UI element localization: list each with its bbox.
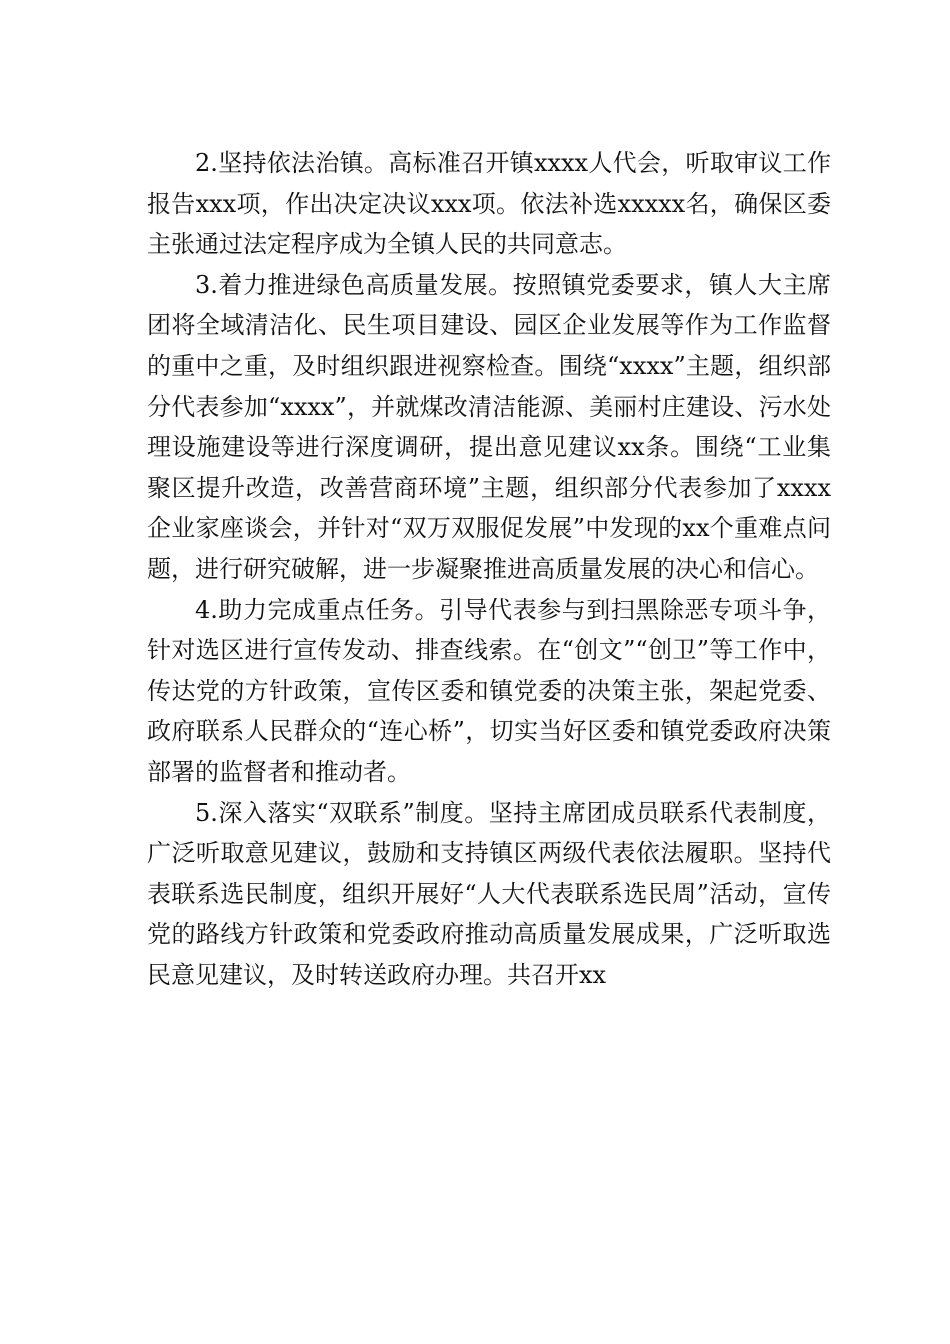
paragraph-2-rule-by-law: 2.坚持依法治镇。高标准召开镇xxxx人代会，听取审议工作报告xxx项，作出决定决议xxx项。依法补选xxxxx名，确保区委主张通过法定程序成为全镇人民的共同意志。 bbox=[147, 149, 831, 259]
document-body bbox=[147, 143, 831, 995]
paragraph-3-green-development: 3.着力推进绿色高质量发展。按照镇党委要求，镇人大主席团将全域清洁化、民生项目建设、园区企业发展等作为工作监督的重中之重，及时组织跟进视察检查。围绕“xxxx”主题，组织部分代表参加“xxxx”，并就煤改清洁能源、美丽村庄建设、污水处理设施建设等进行深度调研，提出意见建议xx条。围绕“工业集聚区提升改造，改善营商环境”主题，组织部分代表参加了xxxx企业家座谈会，并针对“双万双服促发展”中发现的xx个重难点问题，进行研究破解，进一步凝聚推进高质量发展的决心和信心。 bbox=[147, 270, 831, 583]
paragraph-4-key-tasks: 4.助力完成重点任务。引导代表参与到扫黑除恶专项斗争，针对选区进行宣传发动、排查线索。在“创文”“创卫”等工作中，传达党的方针政策，宣传区委和镇党委的决策主张，架起党委、政府联系人民群众的“连心桥”，切实当好区委和镇党委政府决策部署的监督者和推动者。 bbox=[147, 595, 831, 786]
paragraph-5-dual-contact-system: 5.深入落实“双联系”制度。坚持主席团成员联系代表制度，广泛听取意见建议，鼓励和支持镇区两级代表依法履职。坚持代表联系选民制度，组织开展好“人大代表联系选民周”活动，宣传党的路线方针政策和党委政府推动高质量发展成果，广泛听取选民意见建议，及时转送政府办理。共召开xx bbox=[147, 798, 831, 989]
